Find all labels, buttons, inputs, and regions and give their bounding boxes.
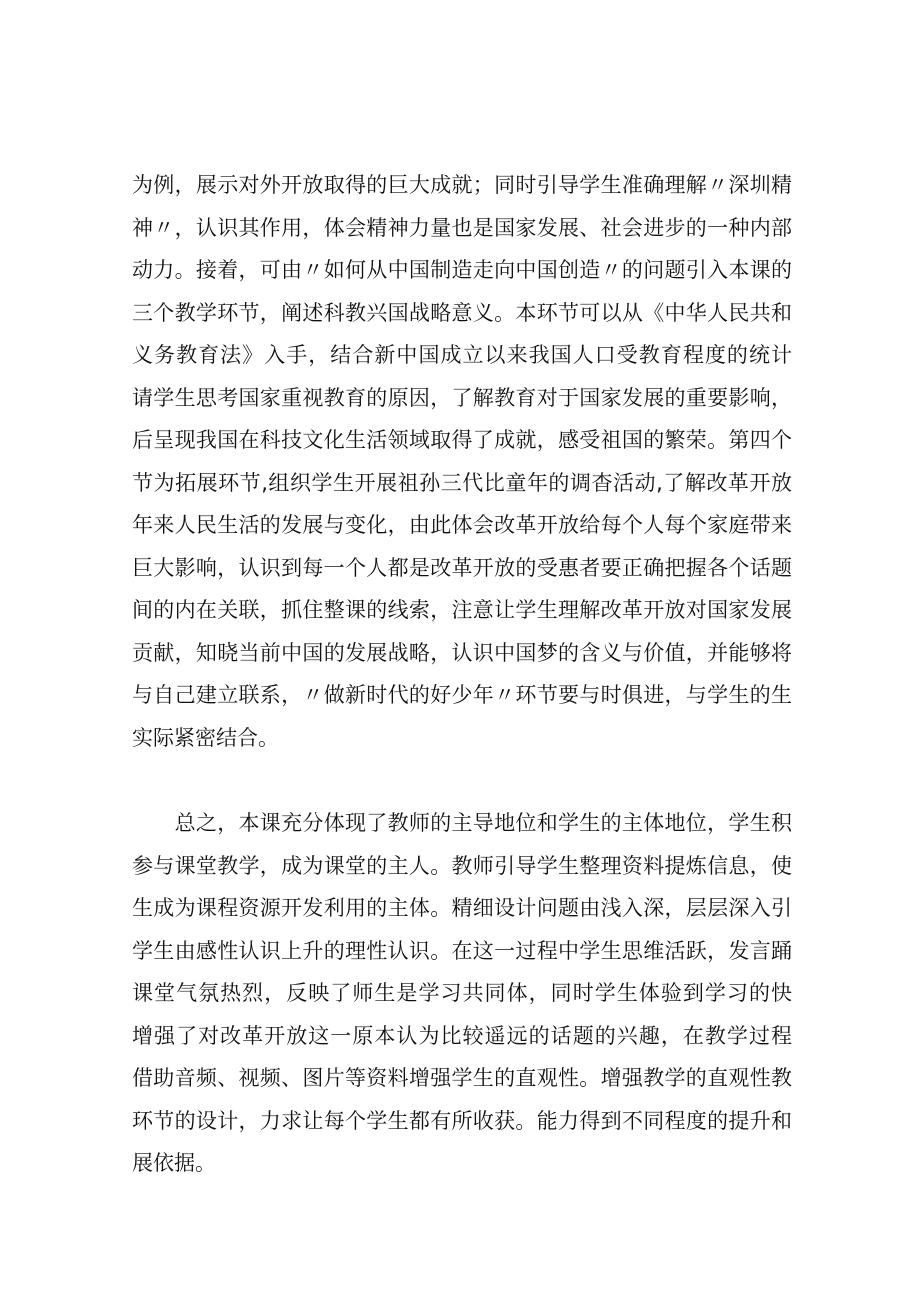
document-body — [132, 164, 792, 1185]
text-line: 动力。接着，可由〃如何从中国制造走向中国创造〃的问题引入本课的 — [132, 258, 792, 282]
text-line: 借助音频、视频、图片等资料增强学生的直观性。增强教学的直观性教 — [132, 1066, 792, 1090]
text-line: 与自己建立联系，〃做新时代的好少年〃环节要与时俱进，与学生的生 — [132, 683, 792, 707]
text-line: 课堂气氛热烈，反映了师生是学习共同体，同时学生体验到学习的快 — [132, 981, 792, 1005]
paragraph-spacer — [132, 759, 792, 802]
text-line: 巨大影响，认识到每一个人都是改革开放的受惠者要正确把握各个话题 — [132, 555, 792, 580]
text-line: 请学生思考国家重视教育的原因，了解教育对于国家发展的重要影响， — [132, 385, 792, 410]
text-line: 总之，本课充分体现了教师的主导地位和学生的主体地位，学生积 — [174, 811, 792, 835]
text-line: 义务教育法》入手，结合新中国成立以来我国人口受教育程度的统计 — [132, 343, 792, 367]
text-line: 生成为课程资源开发利用的主体。精细设计问题由浅入深，层层深入引 — [132, 896, 792, 920]
text-line: 节为拓展环节,组织学生开展祖孙三代比童年的调杳活动,了解改革开放 — [132, 470, 792, 495]
text-line: 学生由感性认识上升的理性认识。在这一过程中学生思维活跃，发言踊 — [132, 938, 792, 963]
text-line: 环节的设计，力求让每个学生都有所收获。能力得到不同程度的提升和 — [132, 1108, 792, 1133]
text-line: 展依据。 — [132, 1151, 216, 1175]
paragraph-1 — [132, 164, 792, 759]
text-line: 后呈现我国在科技文化生活领域取得了成就，感受祖国的繁荣。第四个 — [132, 428, 792, 452]
text-line: 神〃，认识其作用，体会精神力量也是国家发展、社会进步的一种内部 — [132, 215, 792, 240]
text-line: 参与课堂教学，成为课堂的主人。教师引导学生整理资料提炼信息，使 — [132, 853, 792, 878]
paragraph-2 — [132, 802, 792, 1185]
text-line: 三个教学环节，阐述科教兴国战略意义。本环节可以从《中华人民共和 — [132, 300, 792, 325]
text-line: 年来人民生活的发展与变化，由此体会改革开放给每个人每个家庭带来 — [132, 513, 792, 537]
text-line: 贡献，知晓当前中国的发展战略，认识中国梦的含义与价值，并能够将 — [132, 640, 792, 665]
text-line: 增强了对改革开放这一原本认为比较遥远的话题的兴趣，在教学过程 — [132, 1023, 792, 1048]
text-line: 实际紧密结合。 — [132, 725, 279, 750]
text-line: 间的内在关联，抓住整课的线索，注意让学生理解改革开放对国家发展 — [132, 598, 792, 622]
text-line: 为例，展示对外开放取得的巨大成就；同时引导学生准确理解〃深圳精 — [132, 173, 792, 197]
